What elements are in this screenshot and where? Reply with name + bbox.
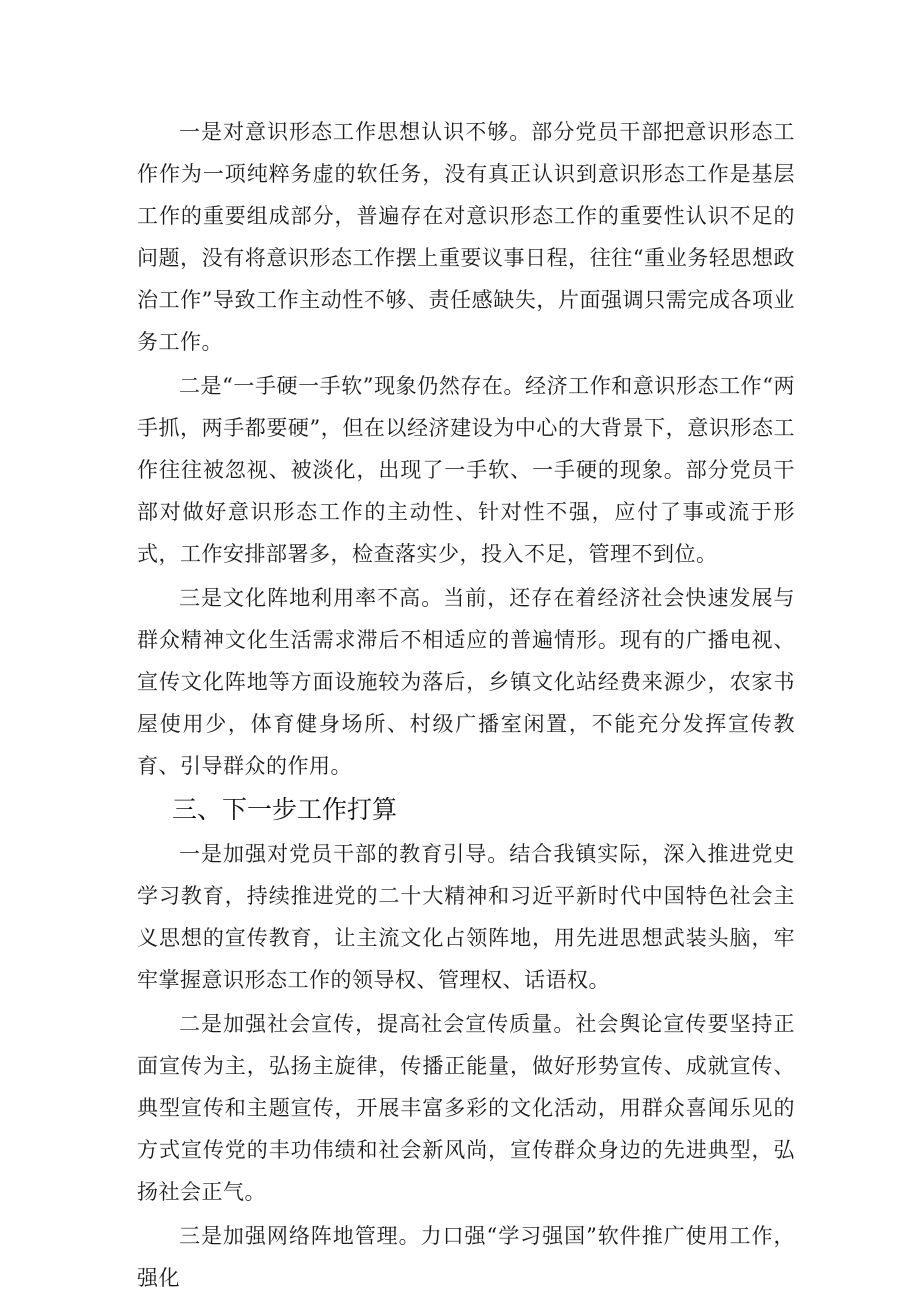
paragraph-cultural-venues: 三是文化阵地利用率不高。当前，还存在着经济社会快速发展与群众精神文化生活需求滞后不相适应的普遍情形。现有的广播电视、宣传文化阵地等方面设施较为落后，乡镇文化站经费来源少，农家书屋使用少，体育健身场所、村级广播室闲置，不能充分发挥宣传教育、引导群众的作用。 [137,586,795,778]
section-heading-next-steps: 三、下一步工作打算 [172,795,398,824]
paragraph-social-publicity: 二是加强社会宣传，提高社会宣传质量。社会舆论宣传要坚持正面宣传为主，弘扬主旋律，传播正能量，做好形势宣传、成就宣传、典型宣传和主题宣传，开展丰富多彩的文化活动，用群众喜闻乐见的方式宣传党的丰功伟绩和社会新风尚，宣传群众身边的先进典型，弘扬社会正气。 [137,1012,795,1204]
paragraph-one-hand-hard: 二是“一手硬一手软”现象仍然存在。经济工作和意识形态工作“两手抓，两手都要硬”，但在以经济建设为中心的大背景下，意识形态工作往往被忽视、被淡化，出现了一手软、一手硬的现象。部分党员干部对做好意识形态工作的主动性、针对性不强，应付了事或流于形式，工作安排部署多，检查落实少，投入不足，管理不到位。 [137,374,795,566]
paragraph-education-guidance: 一是加强对党员干部的教育引导。结合我镇实际，深入推进党史学习教育，持续推进党的二十大精神和习近平新时代中国特色社会主义思想的宣传教育，让主流文化占领阵地，用先进思想武装头脑，牢牢掌握意识形态工作的领导权、管理权、话语权。 [137,842,795,992]
paragraph-ideology-awareness: 一是对意识形态工作思想认识不够。部分党员干部把意识形态工作作为一项纯粹务虚的软任务，没有真正认识到意识形态工作是基层工作的重要组成部分，普遍存在对意识形态工作的重要性认识不足的问题，没有将意识形态工作摆上重要议事日程，往往“重业务轻思想政治工作”导致工作主动性不够、责任感缺失，片面强调只需完成各项业务工作。 [137,120,795,354]
paragraph-network-management: 三是加强网络阵地管理。力口强“学习强国”软件推广使用工作，强化 [137,1224,795,1290]
document-body [137,111,795,1299]
